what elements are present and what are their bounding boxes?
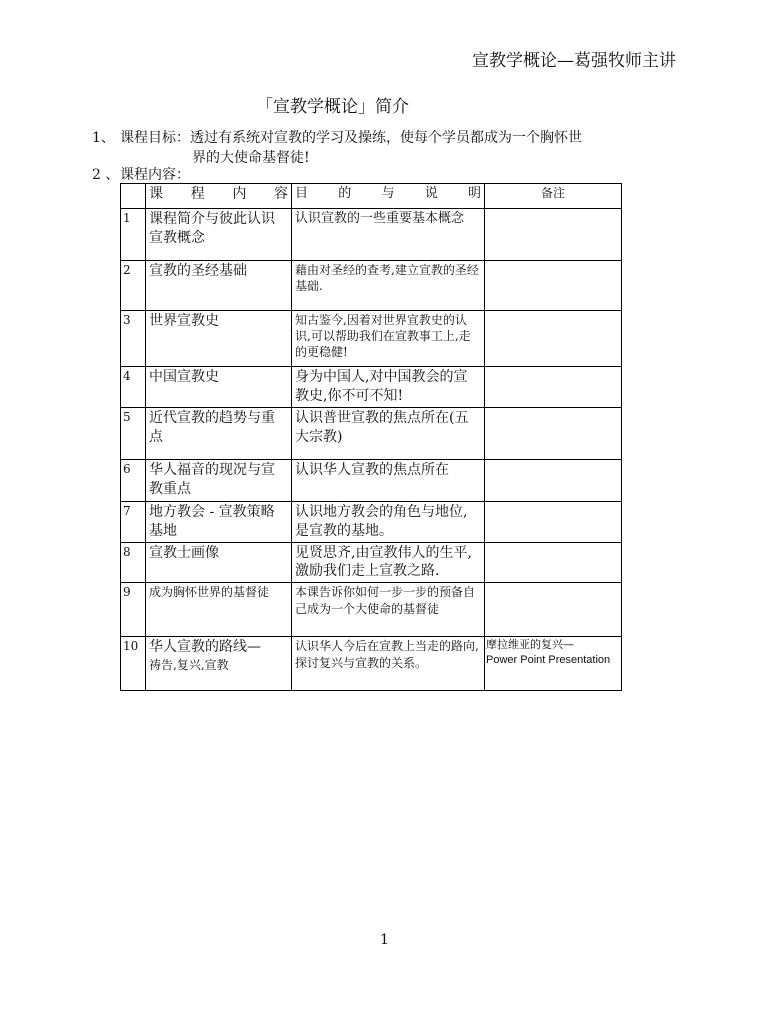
- table-row: [121, 209, 622, 261]
- item-course-objective: [92, 127, 582, 147]
- row-note: [485, 637, 622, 691]
- row-purpose: 认识宣教的一些重要基本概念: [292, 209, 485, 261]
- table-header-row: [121, 184, 622, 209]
- row-content: 宣教的圣经基础: [146, 261, 292, 311]
- item-text-continued: 界的大使命基督徒!: [192, 150, 310, 166]
- row-number: 3: [121, 311, 146, 367]
- row-content: 世界宣教史: [146, 311, 292, 367]
- header-note-cell: 备注: [485, 184, 622, 209]
- row-purpose: 认识华人今后在宣教上当走的路向,探讨复兴与宣教的关系。: [292, 637, 485, 691]
- row-note: [485, 459, 622, 501]
- table-row: [121, 367, 622, 408]
- row-number: 1: [121, 209, 146, 261]
- row-number: 5: [121, 407, 146, 459]
- document-title: 「宣教学概论」简介: [256, 97, 409, 117]
- row-note: [485, 501, 622, 542]
- table-row: [121, 542, 622, 583]
- table-row: [121, 459, 622, 501]
- row-purpose: 认识华人宣教的焦点所在: [292, 459, 485, 501]
- row-note: [485, 542, 622, 583]
- row-content: 华人福音的现况与宣教重点: [146, 459, 292, 501]
- row-note: [485, 583, 622, 637]
- row-purpose: 本课告诉你如何一步一步的预备自己成为一个大使命的基督徒: [292, 583, 485, 637]
- row-content: 成为胸怀世界的基督徒: [146, 583, 292, 637]
- row-content: [146, 637, 292, 691]
- table-row: [121, 637, 622, 691]
- page-number: 1: [380, 932, 389, 948]
- table-row: [121, 261, 622, 311]
- row-number: 4: [121, 367, 146, 408]
- item-number: 1、: [92, 130, 115, 146]
- row-content-main: 华人宣教的路线—: [149, 639, 261, 656]
- row-purpose: 藉由对圣经的查考,建立宣教的圣经基础.: [292, 261, 485, 311]
- row-note: [485, 261, 622, 311]
- table-row: [121, 501, 622, 542]
- row-number: 8: [121, 542, 146, 583]
- header-content-cell: 课 程 内 容: [146, 184, 292, 209]
- item-number: 2 、: [92, 167, 120, 183]
- table-row: [121, 311, 622, 367]
- row-note: [485, 311, 622, 367]
- row-content: 近代宣教的趋势与重点: [146, 407, 292, 459]
- row-content: 地方教会 - 宣教策略基地: [146, 501, 292, 542]
- row-note: [485, 209, 622, 261]
- item-text: 课程内容：: [120, 167, 190, 183]
- row-content: 中国宣教史: [146, 367, 292, 408]
- row-number: 10: [121, 637, 146, 691]
- item-text: 课程目标：透过有系统对宣教的学习及操练，使每个学员都成为一个胸怀世: [120, 130, 582, 146]
- table-row: [121, 407, 622, 459]
- row-number: 2: [121, 261, 146, 311]
- row-note: [485, 407, 622, 459]
- row-content-sub: 祷告,复兴,宣教: [149, 658, 229, 673]
- row-purpose: 身为中国人,对中国教会的宣教史,你不可不知!: [292, 367, 485, 408]
- running-header: 宣教学概论—葛强牧师主讲: [472, 51, 676, 71]
- row-purpose: 见贤思齐,由宣教伟人的生平,激励我们走上宣教之路.: [292, 542, 485, 583]
- row-purpose: 认识普世宣教的焦点所在(五大宗教): [292, 407, 485, 459]
- course-table: [120, 183, 622, 691]
- table-row: [121, 583, 622, 637]
- header-purpose-cell: 目 的 与 说 明: [292, 184, 485, 209]
- row-content: 课程简介与彼此认识宣教概念: [146, 209, 292, 261]
- item-course-content: [92, 164, 190, 184]
- row-number: 7: [121, 501, 146, 542]
- row-number: 9: [121, 583, 146, 637]
- row-note-main: 摩拉维亚的复兴—: [486, 638, 574, 652]
- row-purpose: 认识地方教会的角色与地位,是宣教的基地。: [292, 501, 485, 542]
- row-content: 宣教士画像: [146, 542, 292, 583]
- row-number: 6: [121, 459, 146, 501]
- row-purpose: 知古鉴今,因着对世界宣教史的认识,可以帮助我们在宣教事工上,走的更稳健!: [292, 311, 485, 367]
- row-note: [485, 367, 622, 408]
- row-note-sub: Power Point Presentation: [486, 654, 611, 667]
- header-num-cell: [121, 184, 146, 209]
